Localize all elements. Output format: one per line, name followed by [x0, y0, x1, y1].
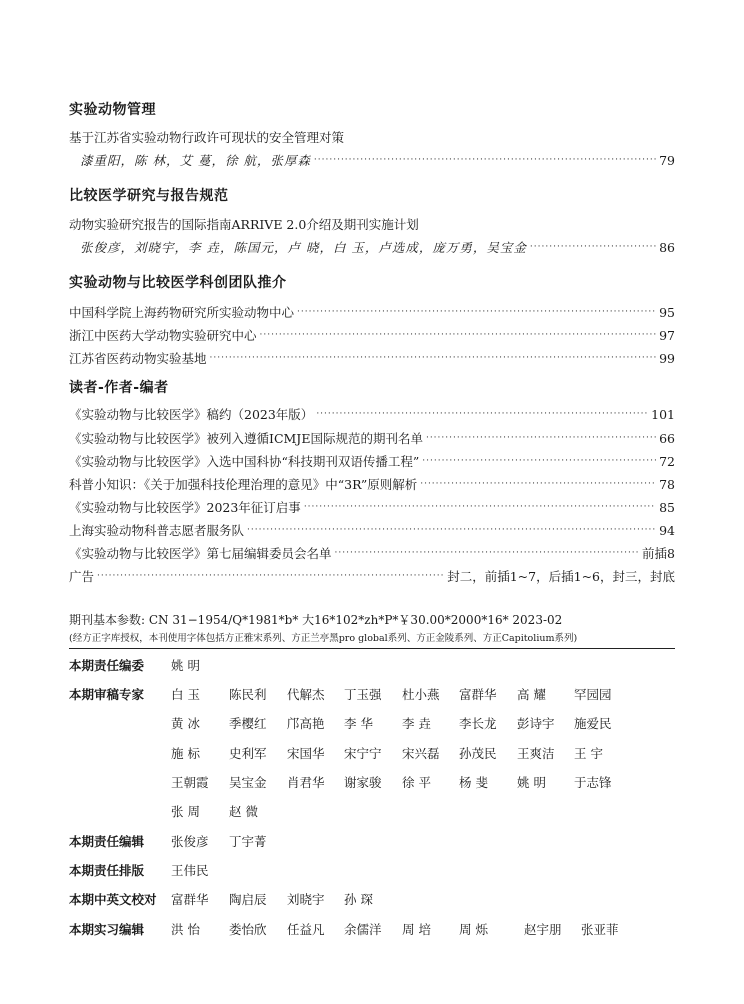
- staff-name: 娄怡欣: [229, 922, 267, 937]
- page-number: 95: [659, 305, 675, 320]
- staff-name: 谢家骏: [344, 775, 382, 790]
- staff-name: 陶启辰: [229, 892, 267, 907]
- page-number: 封二，前插1~7，后插1~6，封三，封底: [447, 569, 675, 584]
- staff-name: 白 玉: [171, 687, 200, 702]
- staff-name: 杨 斐: [459, 775, 488, 790]
- font-license-note: (经方正字库授权，本刊使用字体包括方正雅宋系列、方正兰亭黑pro global系列、方正金陵系列、方正Capitolium系列): [69, 633, 578, 644]
- article-authors: 张俊彦，刘晓宇，李 垚，陈国元，卢 晓，白 玉，卢选成，庞万勇，吴宝金: [80, 240, 527, 255]
- staff-label: 本期责任编辑: [69, 834, 145, 849]
- leader-dots: [260, 330, 657, 340]
- staff-name: 李 华: [344, 716, 373, 731]
- staff-label: 本期责任排版: [69, 863, 145, 878]
- entry-title: 中国科学院上海药物研究所实验动物中心: [69, 305, 295, 320]
- staff-name: 邝高艳: [287, 716, 325, 731]
- entry-title: 江苏省医药动物实验基地: [69, 351, 207, 366]
- staff-name: 王 宇: [574, 746, 603, 761]
- staff-name: 孙 琛: [344, 892, 373, 907]
- staff-name: 王爽洁: [517, 746, 555, 761]
- staff-name: 吴宝金: [229, 775, 267, 790]
- section-heading: 比较医学研究与报告规范: [69, 188, 229, 204]
- staff-name: 周 烁: [459, 922, 488, 937]
- staff-name: 富群华: [171, 892, 209, 907]
- toc-author-line[interactable]: [80, 151, 675, 169]
- staff-name: 刘晓宇: [287, 892, 325, 907]
- staff-name: 周 培: [402, 922, 431, 937]
- leader-dots: [422, 456, 656, 466]
- article-title[interactable]: 基于江苏省实验动物行政许可现状的安全管理对策: [69, 130, 345, 145]
- staff-name: 杜小燕: [402, 687, 440, 702]
- section-heading: 实验动物管理: [69, 102, 156, 118]
- toc-entry[interactable]: [69, 349, 675, 367]
- page-number: 79: [659, 153, 675, 168]
- entry-title: 广告: [69, 569, 95, 584]
- staff-name: 黄 冰: [171, 716, 200, 731]
- article-authors: 漆重阳，陈 林，艾 蔓，徐 航，张厚森: [80, 153, 311, 168]
- staff-name: 姚 明: [171, 658, 200, 673]
- entry-title: 《实验动物与比较医学》2023年征订启事: [69, 500, 301, 515]
- leader-dots: [210, 353, 657, 363]
- section-heading: 读者-作者-编者: [69, 380, 169, 396]
- page-number: 99: [659, 351, 675, 366]
- toc-entry[interactable]: [69, 498, 675, 516]
- leader-dots: [314, 155, 656, 165]
- entry-title: 《实验动物与比较医学》被列入遵循ICMJE国际规范的期刊名单: [69, 431, 423, 446]
- staff-label: 本期中英文校对: [69, 892, 157, 907]
- toc-author-line[interactable]: [80, 238, 675, 256]
- leader-dots: [316, 409, 648, 419]
- staff-name: 富群华: [459, 687, 497, 702]
- page-number: 66: [659, 431, 675, 446]
- staff-name: 于志锋: [574, 775, 612, 790]
- staff-name: 王伟民: [171, 863, 209, 878]
- toc-entry[interactable]: [69, 429, 675, 447]
- staff-name: 张俊彦: [171, 834, 209, 849]
- toc-entry[interactable]: [69, 303, 675, 321]
- staff-name: 丁宇菁: [229, 834, 267, 849]
- leader-dots: [304, 502, 656, 512]
- staff-name: 肖君华: [287, 775, 325, 790]
- staff-name: 彭诗宇: [517, 716, 555, 731]
- staff-name: 罕园园: [574, 687, 612, 702]
- section-heading: 实验动物与比较医学科创团队推介: [69, 275, 287, 291]
- staff-label: 本期责任编委: [69, 658, 145, 673]
- page-number: 97: [659, 328, 675, 343]
- page-number: 前插8: [642, 546, 675, 561]
- article-title[interactable]: 动物实验研究报告的国际指南ARRIVE 2.0介绍及期刊实施计划: [69, 217, 419, 232]
- staff-name: 余儒洋: [344, 922, 382, 937]
- toc-entry[interactable]: [69, 475, 675, 493]
- staff-name: 张 周: [171, 804, 200, 819]
- toc-entry[interactable]: [69, 452, 675, 470]
- leader-dots: [530, 242, 656, 252]
- staff-name: 张亚菲: [581, 922, 619, 937]
- staff-label: 本期审稿专家: [69, 687, 145, 702]
- page-number: 72: [659, 454, 675, 469]
- staff-name: 洪 怡: [171, 922, 200, 937]
- staff-name: 丁玉强: [344, 687, 382, 702]
- staff-name: 史利军: [229, 746, 267, 761]
- staff-name: 李长龙: [459, 716, 497, 731]
- toc-entry[interactable]: [69, 567, 675, 585]
- toc-entry[interactable]: [69, 544, 675, 562]
- staff-name: 宋兴磊: [402, 746, 440, 761]
- staff-name: 赵宇朋: [524, 922, 562, 937]
- toc-entry[interactable]: [69, 326, 675, 344]
- staff-name: 任益凡: [287, 922, 325, 937]
- staff-name: 高 耀: [517, 687, 546, 702]
- entry-title: 《实验动物与比较医学》第七届编辑委员会名单: [69, 546, 332, 561]
- page-number: 101: [651, 407, 675, 422]
- toc-entry[interactable]: [69, 521, 675, 539]
- page-number: 94: [659, 523, 675, 538]
- staff-name: 徐 平: [402, 775, 431, 790]
- staff-name: 宋宁宁: [344, 746, 382, 761]
- page-number: 86: [659, 240, 675, 255]
- page-number: 85: [659, 500, 675, 515]
- staff-name: 季樱红: [229, 716, 267, 731]
- staff-name: 施爱民: [574, 716, 612, 731]
- staff-name: 陈民利: [229, 687, 267, 702]
- entry-title: 《实验动物与比较医学》稿约（2023年版）: [69, 407, 314, 422]
- staff-name: 姚 明: [517, 775, 546, 790]
- staff-name: 宋国华: [287, 746, 325, 761]
- leader-dots: [335, 548, 640, 558]
- leader-dots: [297, 307, 656, 317]
- staff-name: 赵 微: [229, 804, 258, 819]
- divider: [69, 648, 675, 649]
- leader-dots: [247, 525, 656, 535]
- toc-entry[interactable]: [69, 405, 675, 423]
- leader-dots: [426, 433, 656, 443]
- entry-title: 《实验动物与比较医学》入选中国科协“科技期刊双语传播工程”: [69, 454, 420, 469]
- leader-dots: [420, 479, 656, 489]
- staff-name: 代解杰: [287, 687, 325, 702]
- staff-name: 施 标: [171, 746, 200, 761]
- staff-label: 本期实习编辑: [69, 922, 145, 937]
- leader-dots: [97, 571, 444, 581]
- staff-name: 李 垚: [402, 716, 431, 731]
- entry-title: 上海实验动物科普志愿者服务队: [69, 523, 245, 538]
- entry-title: 科普小知识：《关于加强科技伦理治理的意见》中“3R”原则解析: [69, 477, 418, 492]
- staff-name: 王朝霞: [171, 775, 209, 790]
- journal-params: 期刊基本参数: CN 31−1954/Q*1981*b* 大16*102*zh*P*￥30.00*2000*16* 2023-02: [69, 613, 563, 627]
- entry-title: 浙江中医药大学动物实验研究中心: [69, 328, 257, 343]
- page-number: 78: [659, 477, 675, 492]
- staff-name: 孙茂民: [459, 746, 497, 761]
